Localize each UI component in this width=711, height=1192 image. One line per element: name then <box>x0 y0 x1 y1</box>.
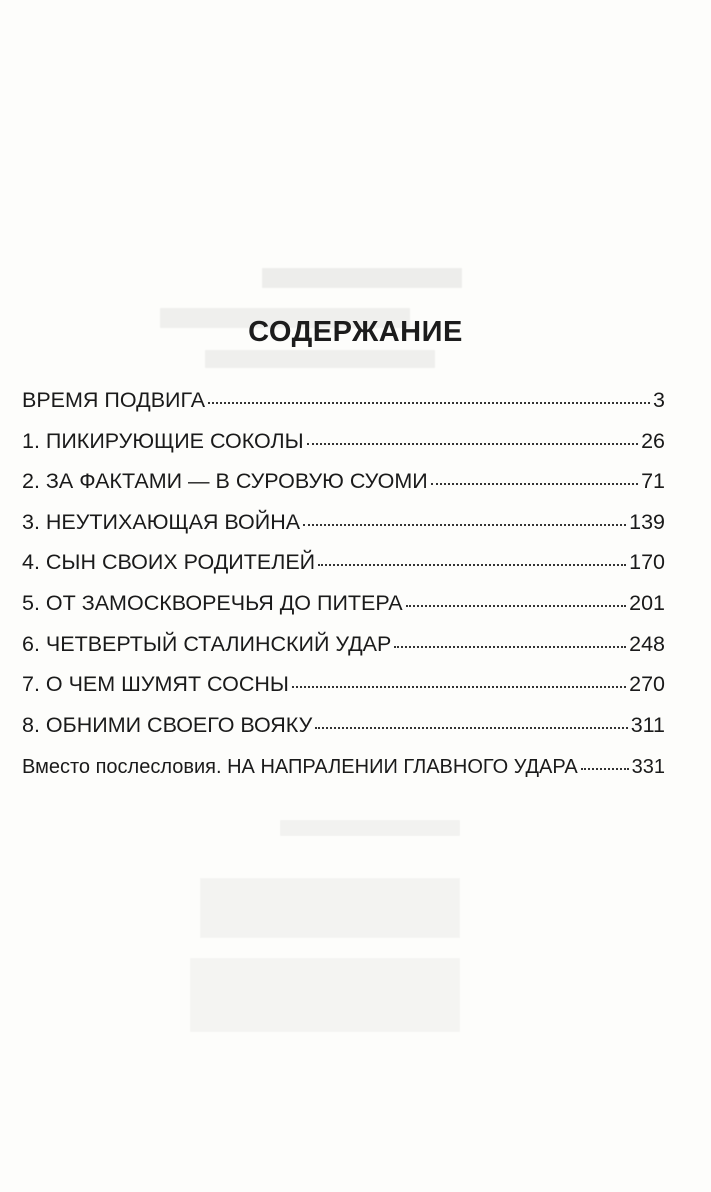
toc-entry-title: 6. ЧЕТВЕРТЫЙ СТАЛИНСКИЙ УДАР <box>22 631 392 656</box>
toc-entry-title: ВРЕМЯ ПОДВИГА <box>22 388 206 412</box>
toc-leader-dots <box>394 645 626 648</box>
toc-entry[interactable] <box>22 550 665 591</box>
page-title: СОДЕРЖАНИЕ <box>248 316 463 348</box>
toc-entry[interactable] <box>22 756 665 797</box>
toc-entry-page: 311 <box>630 712 665 737</box>
toc-entry-page: 139 <box>629 509 665 534</box>
toc-entry[interactable] <box>22 510 665 551</box>
toc-leader-dots <box>307 442 638 445</box>
toc-leader-dots <box>303 523 626 526</box>
toc-entry-page: 270 <box>629 672 665 697</box>
toc-entry-page: 201 <box>629 590 665 615</box>
toc-entry[interactable] <box>22 429 665 470</box>
toc-leader-dots <box>208 401 650 404</box>
toc-entry[interactable] <box>22 713 665 754</box>
toc-leader-dots <box>292 685 626 688</box>
toc-entry-title: 8. ОБНИМИ СВОЕГО ВОЯКУ <box>22 712 313 737</box>
toc-entry-title: 3. НЕУТИХАЮЩАЯ ВОЙНА <box>22 509 301 534</box>
bleed-through-text <box>190 958 460 1032</box>
toc-leader-dots <box>318 563 626 566</box>
toc-entry[interactable] <box>22 672 665 713</box>
toc-entry-page: 248 <box>629 631 665 656</box>
toc-entry-page: 3 <box>653 388 665 412</box>
toc-entry-title: 1. ПИКИРУЮЩИЕ СОКОЛЫ <box>22 428 304 453</box>
toc-entry-page: 331 <box>631 756 665 779</box>
toc-entry-title: Вместо послесловия. НА НАПРАЛЕНИИ ГЛАВНОГО УДАРА <box>22 756 578 779</box>
bleed-through-text <box>200 878 460 938</box>
toc-entry-page: 170 <box>629 550 665 575</box>
toc-entry-page: 26 <box>641 428 665 453</box>
bleed-through-text <box>262 268 462 288</box>
toc-entry-title: 2. ЗА ФАКТАМИ — В СУРОВУЮ СУОМИ <box>22 469 428 494</box>
toc-leader-dots <box>406 604 626 607</box>
toc-entry-title: 5. ОТ ЗАМОСКВОРЕЧЬЯ ДО ПИТЕРА <box>22 590 403 615</box>
toc-entry-page: 71 <box>641 469 665 494</box>
toc-entry-title: 7. О ЧЕМ ШУМЯТ СОСНЫ <box>22 672 289 697</box>
toc-entry[interactable] <box>22 388 665 429</box>
table-of-contents <box>22 388 665 797</box>
toc-leader-dots <box>431 482 638 485</box>
bleed-through-text <box>280 820 460 836</box>
toc-entry[interactable] <box>22 469 665 510</box>
toc-entry[interactable] <box>22 632 665 673</box>
toc-leader-dots <box>581 767 629 770</box>
toc-leader-dots <box>315 726 627 729</box>
toc-entry-title: 4. СЫН СВОИХ РОДИТЕЛЕЙ <box>22 550 316 575</box>
toc-entry[interactable] <box>22 591 665 632</box>
bleed-through-text <box>205 350 435 368</box>
